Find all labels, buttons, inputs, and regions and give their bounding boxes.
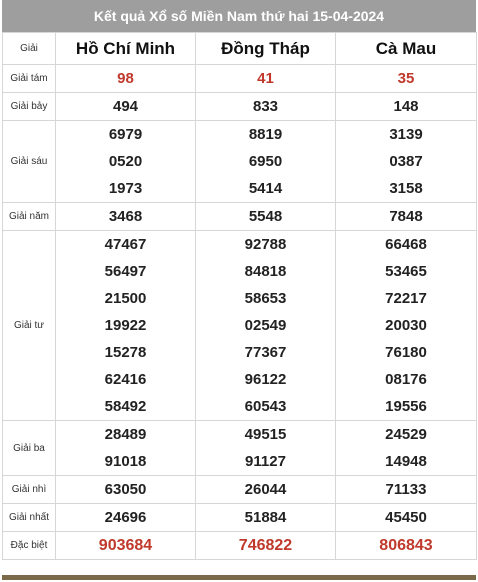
prize-label: Giải ba xyxy=(3,421,56,476)
prize-row xyxy=(3,93,477,121)
results-table xyxy=(2,32,477,560)
prize-cell xyxy=(196,476,336,504)
prize-column-header: Giải xyxy=(3,33,56,65)
prize-label: Giải năm xyxy=(3,203,56,231)
result-number: 28489 xyxy=(104,426,147,443)
results-title: Kết quả Xổ số Miền Nam thứ hai 15-04-2024 xyxy=(2,0,476,32)
result-number: 0387 xyxy=(389,153,423,170)
prize-cell xyxy=(196,532,336,560)
prize-label: Giải nhất xyxy=(3,504,56,532)
result-number: 08176 xyxy=(385,371,427,388)
result-number: 76180 xyxy=(385,344,427,361)
prize-cell xyxy=(56,93,196,121)
prize-row xyxy=(3,203,477,231)
result-number: 45450 xyxy=(385,509,427,526)
result-number: 19922 xyxy=(104,317,147,334)
result-number: 84818 xyxy=(244,263,287,280)
result-number: 5548 xyxy=(248,208,283,225)
prize-row xyxy=(3,421,477,476)
result-number: 35 xyxy=(397,70,415,87)
prize-cell xyxy=(196,121,336,203)
prize-cell xyxy=(56,532,196,560)
prize-label: Giải bảy xyxy=(3,93,56,121)
prize-row xyxy=(3,532,477,560)
bottom-divider xyxy=(2,575,476,580)
result-number: 60543 xyxy=(244,398,287,415)
prize-cell xyxy=(336,231,477,421)
prize-cell xyxy=(336,203,477,231)
prize-cell xyxy=(196,504,336,532)
prize-cell xyxy=(56,421,196,476)
result-number: 6950 xyxy=(248,153,283,170)
prize-cell xyxy=(336,504,477,532)
prize-cell xyxy=(56,65,196,93)
results-panel xyxy=(2,0,476,582)
result-number: 8819 xyxy=(248,126,283,143)
result-number: 746822 xyxy=(238,537,293,554)
prize-label: Giải tám xyxy=(3,65,56,93)
result-number: 806843 xyxy=(379,537,433,554)
prize-cell xyxy=(56,476,196,504)
result-number: 63050 xyxy=(104,481,147,498)
prize-row xyxy=(3,476,477,504)
result-number: 7848 xyxy=(389,208,423,225)
result-number: 3139 xyxy=(389,126,423,143)
prize-cell xyxy=(336,121,477,203)
result-number: 5414 xyxy=(248,180,283,197)
result-number: 92788 xyxy=(244,236,287,253)
prize-cell xyxy=(196,421,336,476)
prize-cell xyxy=(336,476,477,504)
prize-cell xyxy=(336,65,477,93)
prize-cell xyxy=(196,203,336,231)
result-number: 14948 xyxy=(385,453,427,470)
prize-cell xyxy=(196,65,336,93)
result-number: 1973 xyxy=(108,180,143,197)
result-number: 15278 xyxy=(104,344,147,361)
result-number: 494 xyxy=(112,98,139,115)
result-number: 02549 xyxy=(244,317,287,334)
result-number: 96122 xyxy=(244,371,287,388)
header-row xyxy=(3,33,477,65)
result-number: 20030 xyxy=(385,317,427,334)
result-number: 6979 xyxy=(108,126,143,143)
result-number: 98 xyxy=(117,70,134,87)
prize-cell xyxy=(56,203,196,231)
result-number: 903684 xyxy=(98,537,153,554)
prize-cell xyxy=(56,121,196,203)
prize-row xyxy=(3,65,477,93)
prize-cell xyxy=(56,231,196,421)
prize-label: Giải tư xyxy=(3,231,56,421)
prize-cell xyxy=(336,532,477,560)
result-number: 3468 xyxy=(108,208,143,225)
result-number: 91127 xyxy=(245,453,286,470)
result-number: 148 xyxy=(393,98,419,115)
province-header[interactable]: Cà Mau xyxy=(336,33,477,65)
result-number: 24529 xyxy=(385,426,427,443)
prize-row xyxy=(3,504,477,532)
prize-cell xyxy=(336,421,477,476)
prize-label: Đặc biệt xyxy=(3,532,56,560)
prize-cell xyxy=(196,231,336,421)
result-number: 56497 xyxy=(104,263,147,280)
result-number: 72217 xyxy=(385,290,427,307)
result-number: 21500 xyxy=(104,290,147,307)
result-number: 49515 xyxy=(244,426,287,443)
result-number: 833 xyxy=(252,98,279,115)
result-number: 53465 xyxy=(385,263,427,280)
result-number: 47467 xyxy=(104,236,147,253)
province-header[interactable]: Hồ Chí Minh xyxy=(56,33,196,65)
result-number: 26044 xyxy=(244,481,287,498)
result-number: 66468 xyxy=(385,236,427,253)
result-number: 41 xyxy=(257,70,274,87)
province-header[interactable]: Đồng Tháp xyxy=(196,33,336,65)
result-number: 24696 xyxy=(104,509,147,526)
prize-row xyxy=(3,231,477,421)
result-number: 3158 xyxy=(389,180,423,197)
result-number: 58653 xyxy=(244,290,287,307)
result-number: 58492 xyxy=(104,398,147,415)
result-number: 19556 xyxy=(385,398,427,415)
result-number: 77367 xyxy=(244,344,287,361)
prize-row xyxy=(3,121,477,203)
result-number: 71133 xyxy=(385,481,427,498)
prize-cell xyxy=(336,93,477,121)
prize-cell xyxy=(56,504,196,532)
prize-label: Giải sáu xyxy=(3,121,56,203)
result-number: 51884 xyxy=(244,509,287,526)
prize-label: Giải nhì xyxy=(3,476,56,504)
result-number: 0520 xyxy=(108,153,143,170)
result-number: 91018 xyxy=(104,453,147,470)
prize-cell xyxy=(196,93,336,121)
result-number: 62416 xyxy=(104,371,147,388)
